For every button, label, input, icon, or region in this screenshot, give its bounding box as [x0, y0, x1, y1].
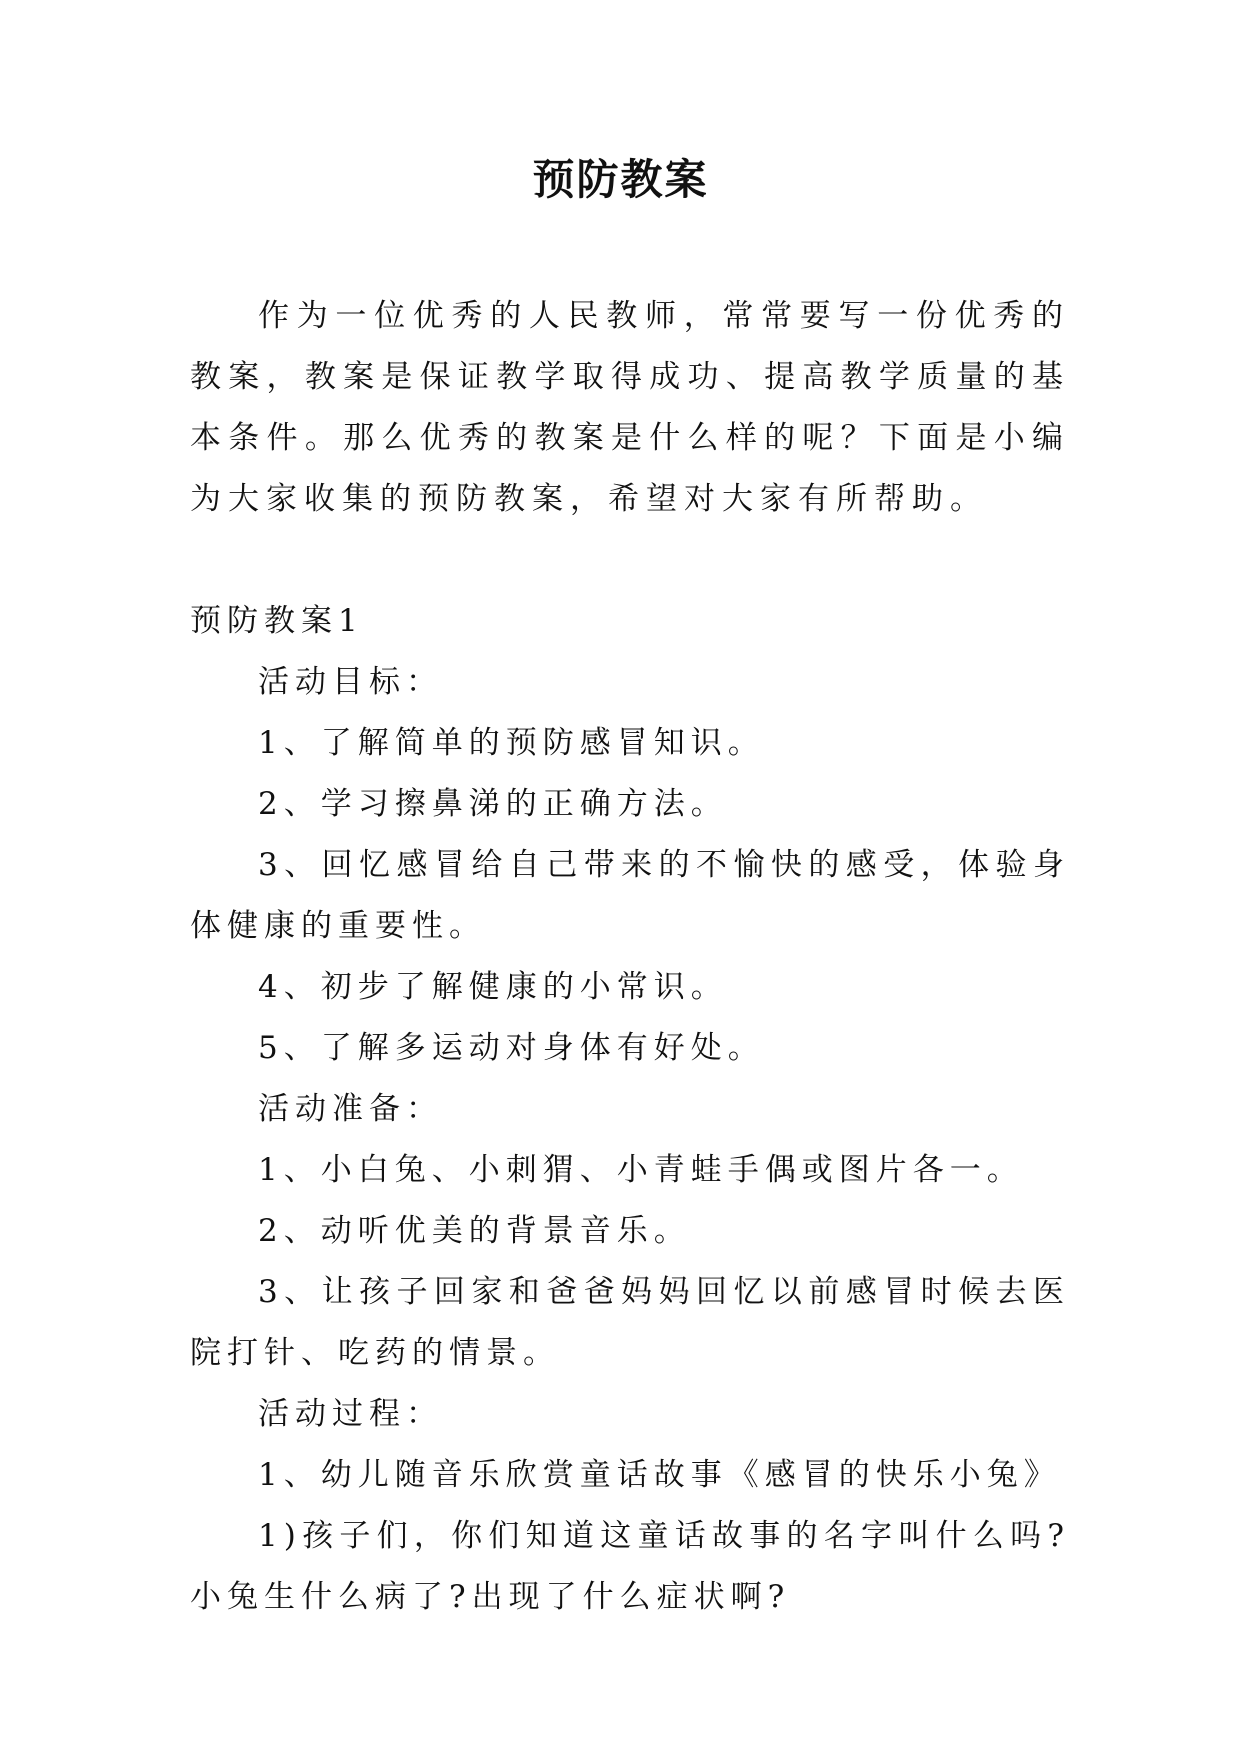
process-item: 1、幼儿随音乐欣赏童话故事《感冒的快乐小兔》: [258, 1457, 1061, 1493]
document-title: 预防教案: [532, 155, 709, 204]
goal-item: 3、回忆感冒给自己带来的不愉快的感受，体验身体健康的重要性。: [190, 847, 1070, 944]
goal-item: 1、了解简单的预防感冒知识。: [258, 725, 765, 761]
goal-item: 2、学习擦鼻涕的正确方法。: [258, 786, 728, 822]
prep-label: 活动准备：: [258, 1091, 443, 1127]
intro-paragraph: 作为一位优秀的人民教师，常常要写一份优秀的教案，教案是保证教学取得成功、提高教学质量的基本条件。那么优秀的教案是什么样的呢？下面是小编为大家收集的预防教案，希望对大家有所帮助。: [190, 298, 1070, 517]
document-body: [190, 286, 1070, 1628]
prep-item: 3、让孩子回家和爸爸妈妈回忆以前感冒时候去医院打针、吃药的情景。: [190, 1274, 1070, 1371]
goal-item: 5、了解多运动对身体有好处。: [258, 1030, 765, 1066]
prep-item: 1、小白兔、小刺猬、小青蛙手偶或图片各一。: [258, 1152, 1024, 1188]
goals-label: 活动目标：: [258, 664, 443, 700]
section-heading: 预防教案1: [190, 603, 364, 639]
paragraph-spacer: [190, 530, 1070, 591]
process-item: 1)孩子们，你们知道这童话故事的名字叫什么吗?小兔生什么病了?出现了什么症状啊?: [190, 1518, 1070, 1615]
goal-item: 4、初步了解健康的小常识。: [258, 969, 728, 1005]
prep-item: 2、动听优美的背景音乐。: [258, 1213, 691, 1249]
process-label: 活动过程：: [258, 1396, 443, 1432]
